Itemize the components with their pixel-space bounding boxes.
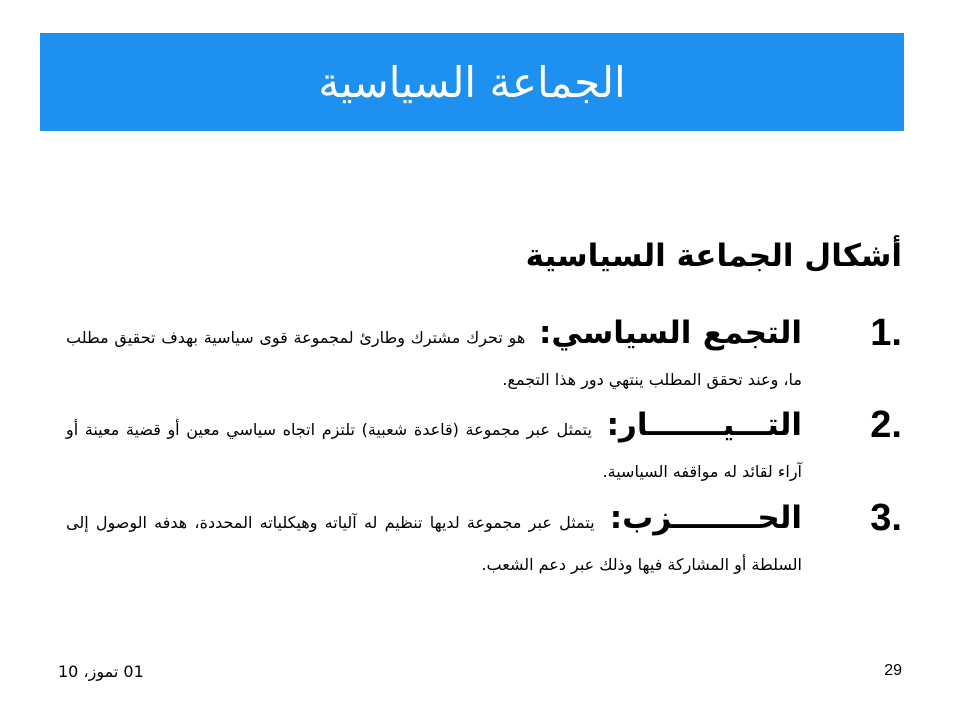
item-term: الحــــــــزب: (609, 500, 802, 536)
page-number: 29 (884, 662, 902, 679)
item-description: هو تحرك مشترك وطارئ لمجموعة قوى سياسية بهدف تحقيق مطلب ما، وعند تحقق المطلب ينتهي دور هذا التجمع. (66, 328, 802, 389)
list-item (66, 312, 902, 392)
item-text (66, 312, 802, 401)
slide-title: الجماعة السياسية (318, 57, 626, 107)
item-description: يتمثل عبر مجموعة (قاعدة شعبية) تلتزم اتجاه سياسي معين أو قضية معينة أو آراء لقائد له مواقفه السياسية. (66, 420, 802, 481)
footer-date: 01 تموز، 10 (58, 662, 144, 681)
item-number: 2. (870, 404, 902, 446)
title-bar (40, 33, 904, 131)
item-description: يتمثل عبر مجموعة لديها تنظيم له آلياته وهيكلياته المحددة، هدفه الوصول إلى السلطة أو المشاركة فيها وذلك عبر دعم الشعب. (66, 513, 802, 574)
item-term: التجمع السياسي: (539, 315, 802, 351)
list-item (66, 404, 902, 484)
item-number: 1. (870, 312, 902, 354)
list-item (66, 497, 902, 577)
item-text (66, 404, 802, 493)
item-text (66, 497, 802, 586)
slide-subtitle: أشكال الجماعة السياسية (525, 238, 902, 274)
item-number: 3. (870, 497, 902, 539)
item-term: التـــيـــــــار: (606, 407, 802, 443)
